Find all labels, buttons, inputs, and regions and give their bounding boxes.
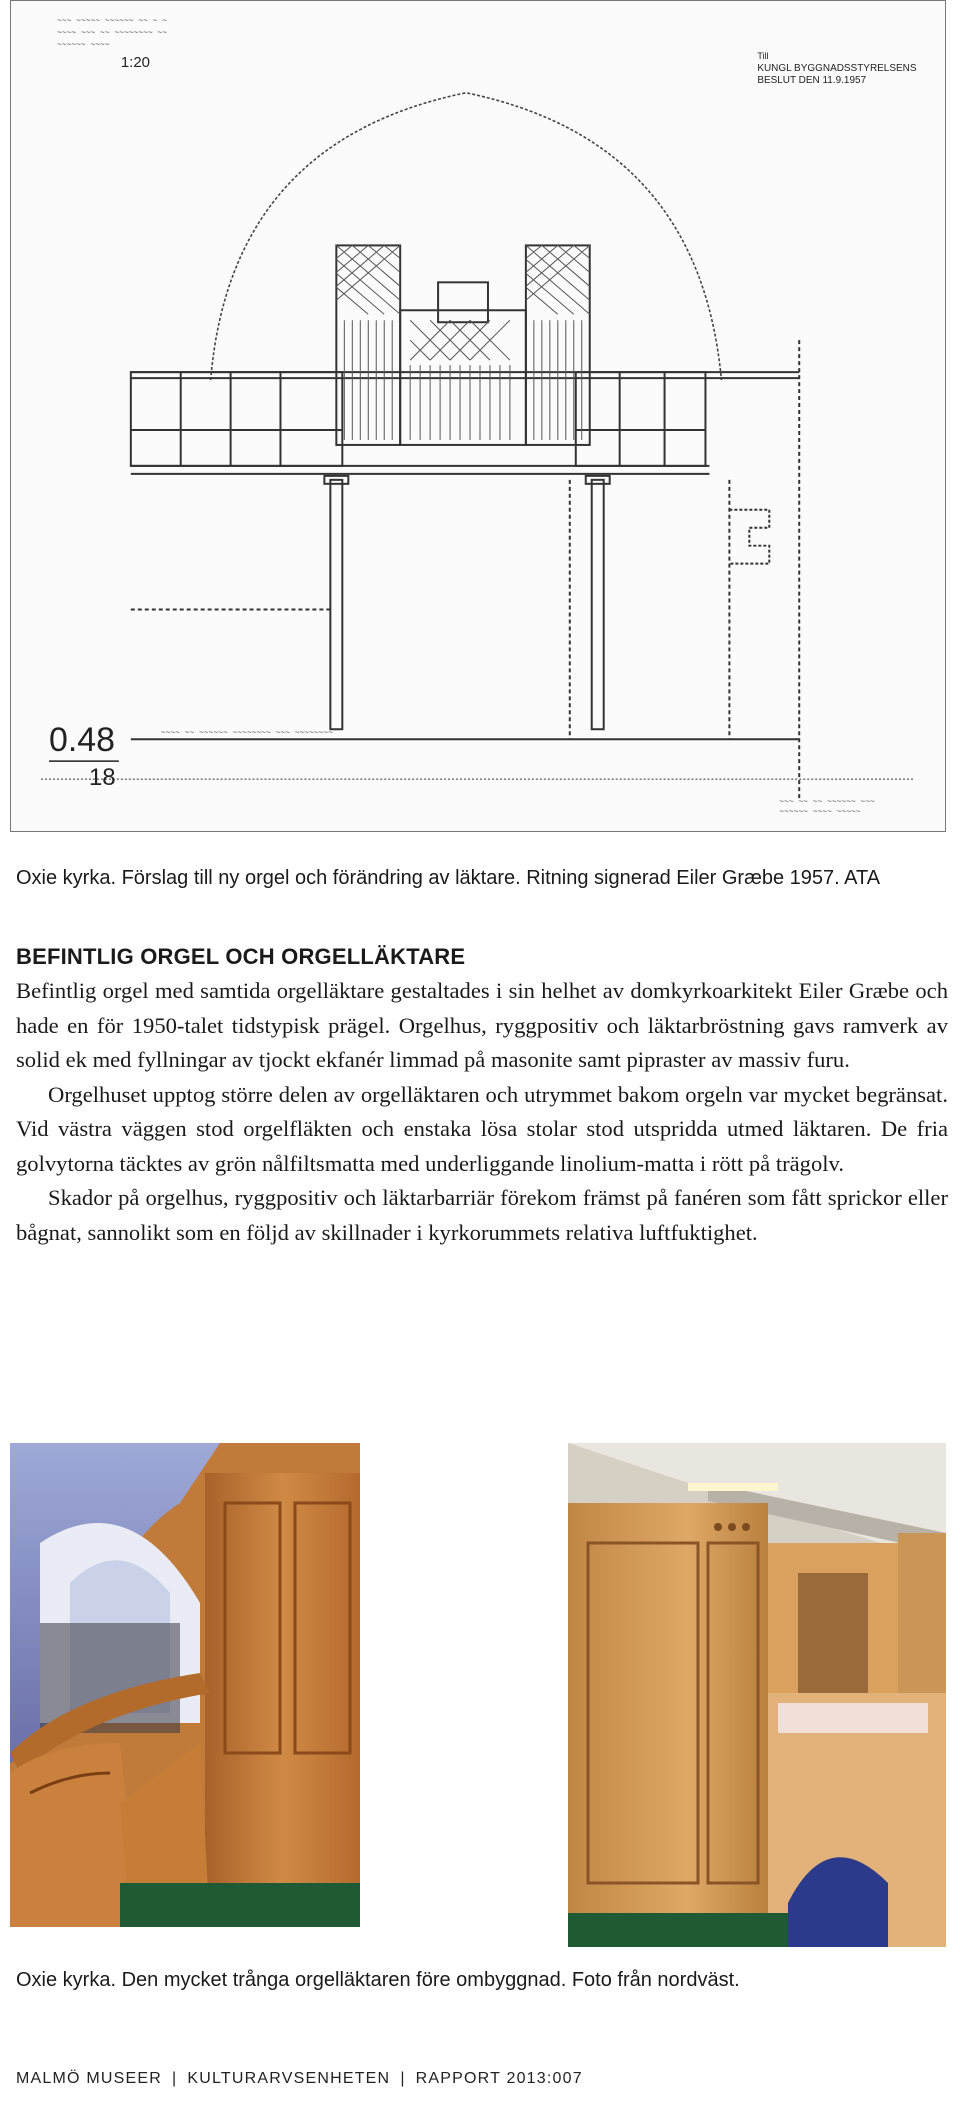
scale-label: 1:20 <box>120 53 150 71</box>
sheet-sub: 18 <box>88 764 116 792</box>
body-text <box>16 974 948 1250</box>
gothic-arch <box>211 93 722 380</box>
footer-separator: | <box>171 2070 178 2087</box>
svg-text:~~~ ~~ ~~ ~~~~~~ ~~~: ~~~ ~~ ~~ ~~~~~~ ~~~ <box>779 798 875 808</box>
svg-text:~~~~~~ ~~~~: ~~~~~~ ~~~~ <box>57 40 110 50</box>
footer-report: RAPPORT 2013:007 <box>415 2070 583 2087</box>
organ-pipes <box>344 320 581 440</box>
photo-gallery-left <box>10 1443 360 1927</box>
paragraph: Skador på orgelhus, ryggpositiv och läktarbarriär förekom främst på fanéren som fått sprickor eller bågnat, sannolikt som en följd av skillnader i kyrkorummets relativa luftfuktighet. <box>16 1185 948 1245</box>
svg-text:~~~~~~ ~~~~ ~~~~~: ~~~~~~ ~~~~ ~~~~~ <box>779 808 861 818</box>
stamp-line-1: Till <box>757 50 769 61</box>
drawing-caption: Oxie kyrka. Förslag till ny orgel och förändring av läktare. Ritning signerad Eiler Græbe 1957. ATA <box>16 867 881 889</box>
paragraph: Orgelhuset upptog större delen av orgelläktaren och utrymmet bakom orgeln var mycket begränsat. Vid västra väggen stod orgelfläkten och enstaka lösa stolar stod utspridda utmed läktaren. De fria golvytorna täcktes av grön nålfiltsmatta med underliggande linolium-matta i rött på trägolv. <box>16 1081 948 1176</box>
sheet-number: 0.48 <box>49 721 116 760</box>
section-heading: BEFINTLIG ORGEL OCH ORGELLÄKTARE <box>16 944 466 969</box>
balcony-rail-left <box>131 372 342 466</box>
photo-caption: Oxie kyrka. Den mycket trånga orgelläktaren före ombyggnad. Foto från nordväst. <box>16 1969 740 1991</box>
balcony-rail-right <box>576 372 706 466</box>
svg-text:~~~~ ~~ ~~~~~~ ~~~~~~~~ ~~~ ~~: ~~~~ ~~ ~~~~~~ ~~~~~~~~ ~~~ ~~~~~~~~ <box>160 729 333 739</box>
organ-elevation-drawing <box>11 1 945 831</box>
svg-text:~~~ ~~~~~ ~~~~~~ ~~ ~ ~: ~~~ ~~~~~ ~~~~~~ ~~ ~ ~ <box>57 16 168 26</box>
footer-dept: KULTURARVSENHETEN <box>187 2070 391 2087</box>
photo-gallery-right <box>568 1443 946 1947</box>
footer-separator: | <box>400 2070 406 2087</box>
stamp-line-3: BESLUT DEN 11.9.1957 <box>757 74 867 86</box>
page-footer <box>16 2070 583 2088</box>
paragraph: Befintlig orgel med samtida orgelläktare gestaltades i sin helhet av domkyrkoarkitekt Eiler Græbe och hade en för 1950-talet tidstypisk prägel. Orgelhus, ryggpositiv och läktarbröstning gavs ramverk av solid ek med fyllningar av tjockt ekfanér limmad på masonite samt pipraster av massiv furu. <box>16 978 948 1072</box>
column-left <box>330 480 342 729</box>
architectural-drawing <box>10 0 946 832</box>
stamp-line-2: KUNGL BYGGNADSSTYRELSENS <box>757 62 917 74</box>
footer-org: MALMÖ MUSEER <box>16 2070 162 2087</box>
column-right <box>592 480 604 729</box>
svg-text:~~~~ ~~~ ~~ ~~~~~~~~ ~~: ~~~~ ~~~ ~~ ~~~~~~~~ ~~ <box>57 28 168 38</box>
